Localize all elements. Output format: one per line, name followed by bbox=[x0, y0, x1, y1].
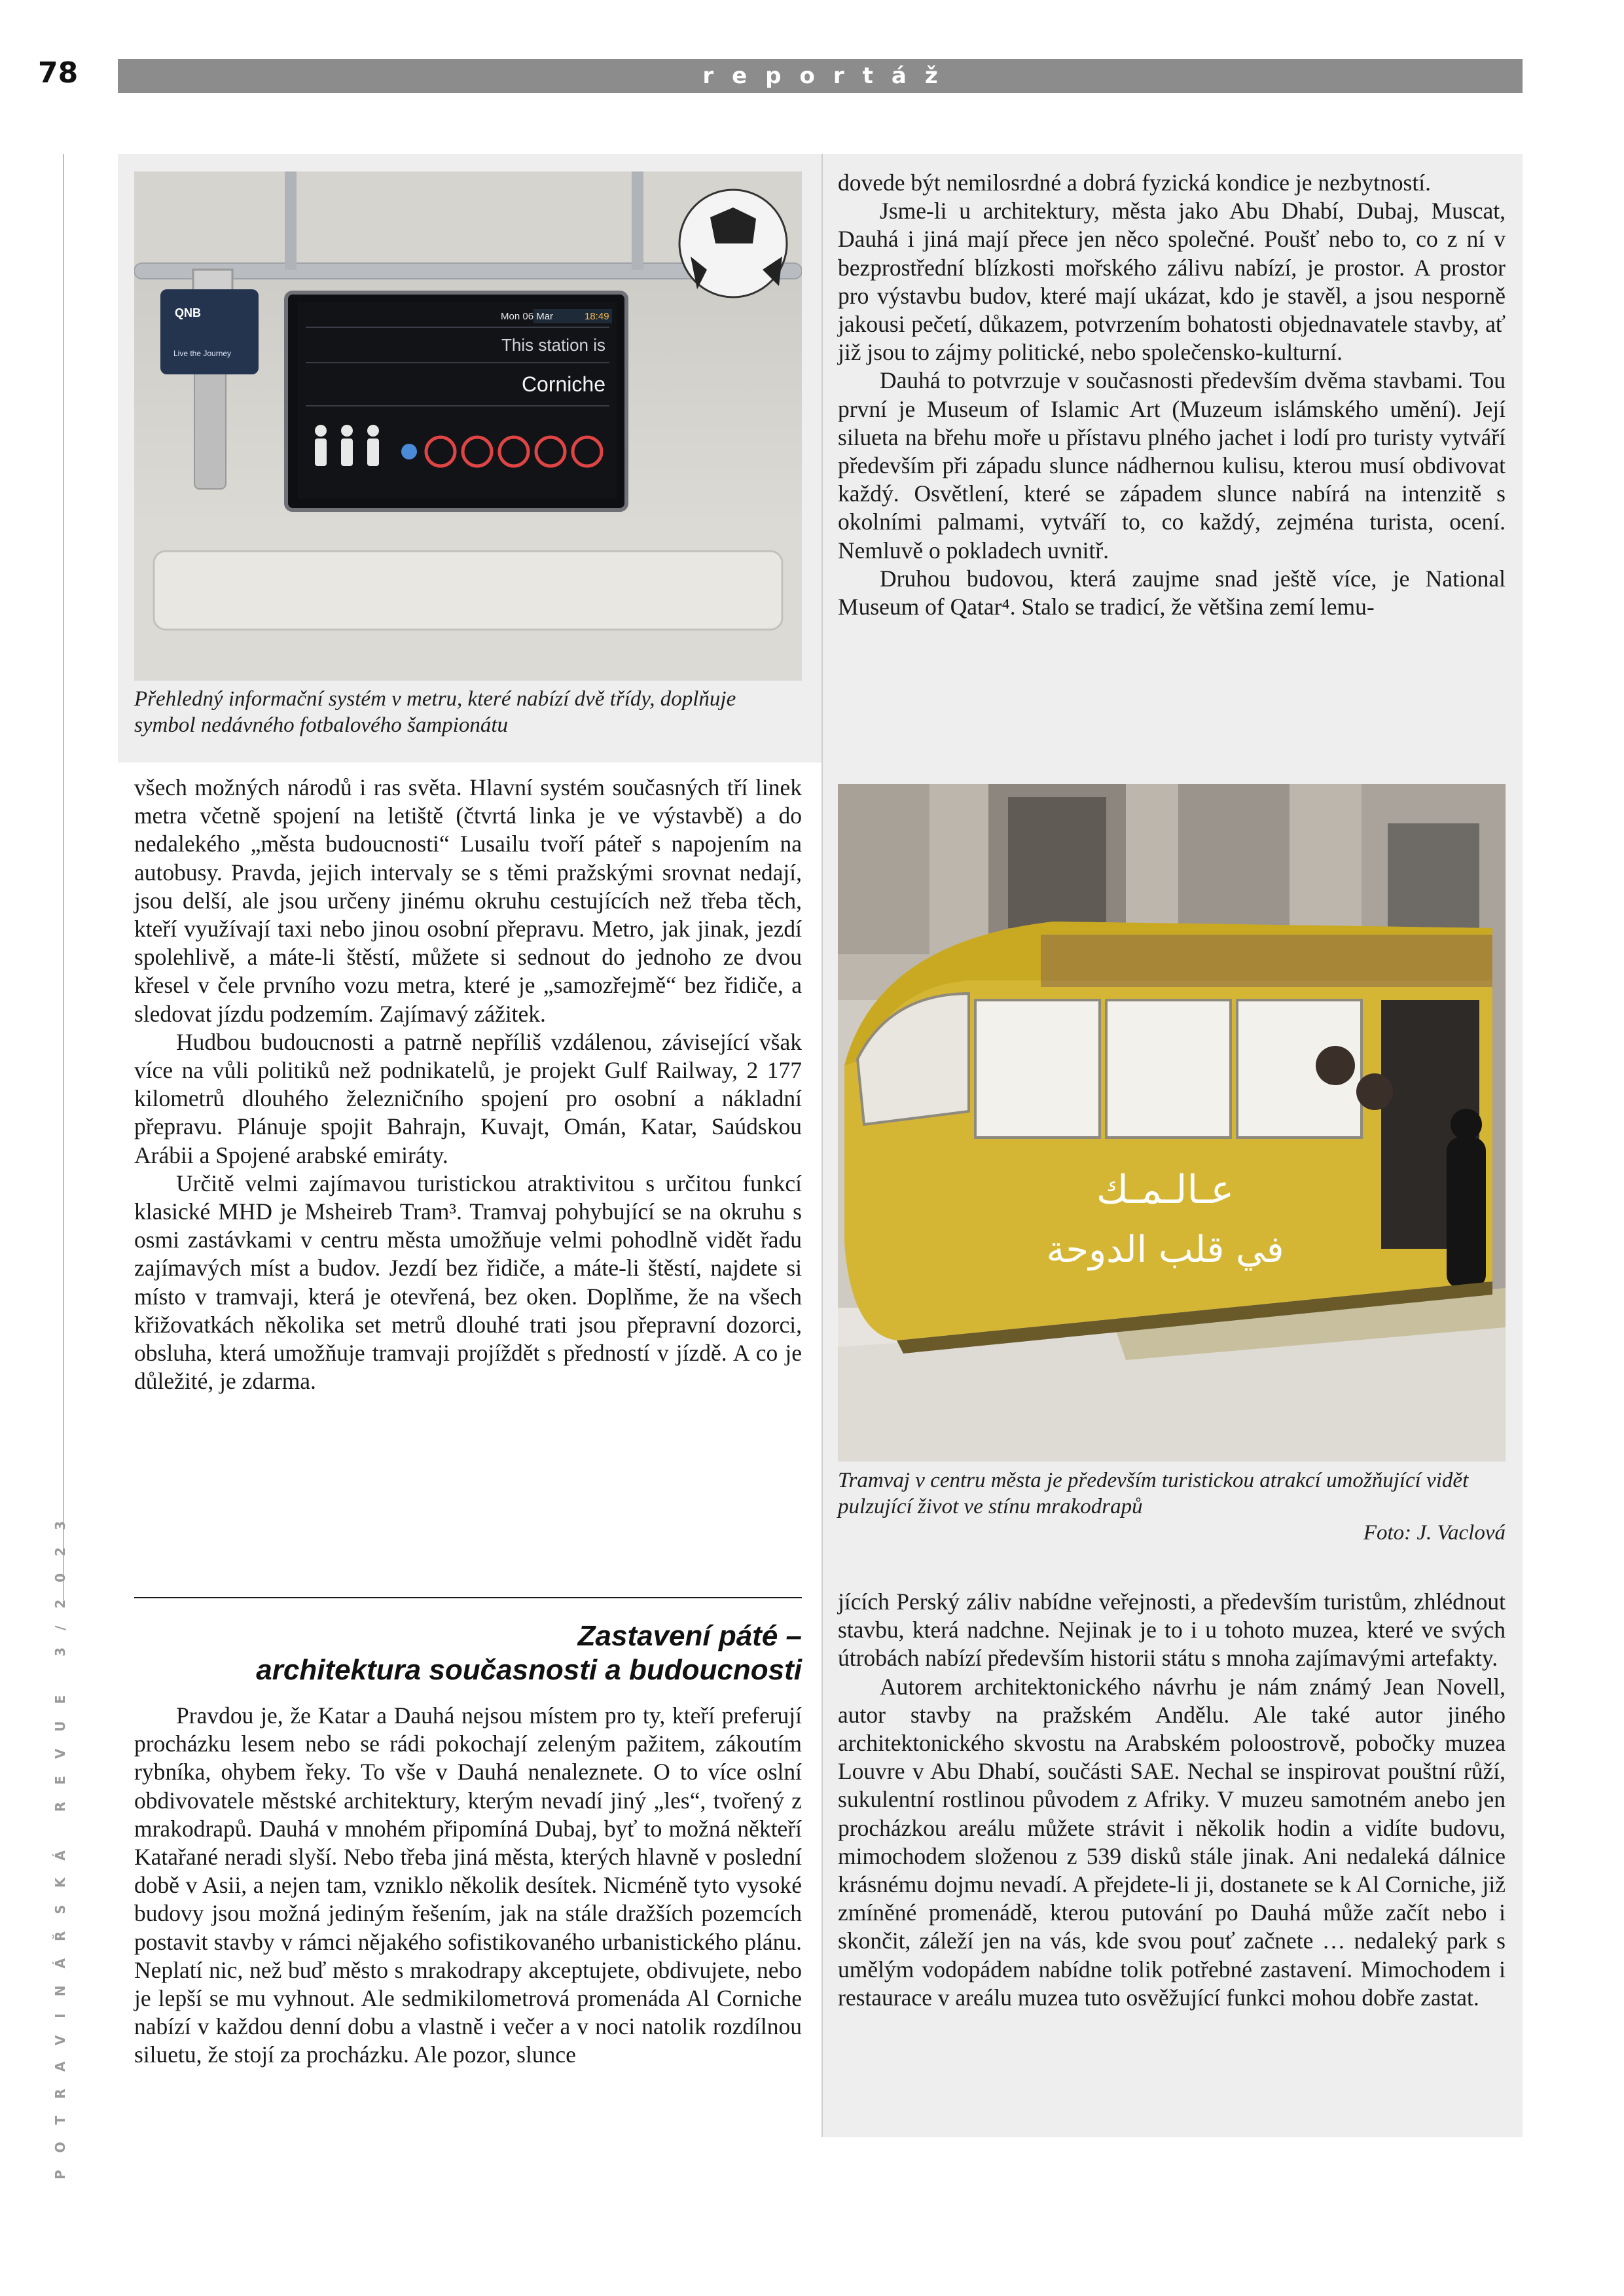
article-column-1-bottom bbox=[134, 1702, 802, 2070]
photo-credit: Foto: J. Vaclová bbox=[1363, 1521, 1506, 1545]
article-column-2-top bbox=[838, 169, 1506, 621]
section-label: reportáž bbox=[702, 63, 956, 89]
paragraph: Jsme-li u architektury, města jako Abu Dhabí, Dubaj, Muscat, Dauhá i jiná mají přece jen něco společné. Poušť nebo to, co z ní v bezprostřední blízkosti mořského zálivu nabízí, je prostor. A prostor pro výstavbu budov, které mají ukázat, kdo je stavěl, a jsou nesporně jakousi pečetí, důkazem, potvrzením bohatosti objednavatele stavby, ať již jsou to zájmy politické, nebo společensko-kulturní. bbox=[838, 198, 1506, 366]
section-heading bbox=[134, 1619, 802, 1687]
article-column-1-top bbox=[134, 774, 802, 1395]
paragraph: Pravdou je, že Katar a Dauhá nejsou místem pro ty, kteří preferují procházku lesem nebo se rádi pokochají zeleným pažitem, zákoutím rybníka, ohybem řeky. To vše v Dauhá nenaleznete. O to více oslní obdivovatele městské architektury, kterým nevadí jiný „les“, tvořený z mrakodrapů. Dauhá v mnohém připomíná Dubaj, byť to možná někteří Katařané neradi slyší. Nebo třeba jiná města, kterých hlavně v poslední době v Asii, a nejen tam, vzniklo několik desítek. Nicméně tyto vysoké budovy jsou možná jediným řešením, jak na stále dražších pozemcích postavit stavby v rámci nějakého sofistikovaného urbanistického plánu. Neplatí nic, než buď město s mrakodrapy akceptujete, obdivujete, nebo je lepší se mu vyhnout. Ale sedmikilometrová promenáda Al Corniche nabízí v každou denní dobu a vlastně i večer a v noci natolik rozdílnou siluetu, že stojí za procházku. Ale pozor, slunce bbox=[134, 1702, 802, 2068]
lanyard-slogan: Live the Journey bbox=[173, 349, 232, 358]
screen-date: Mon 06 Mar bbox=[501, 311, 554, 322]
qnb-logo: QNB bbox=[175, 306, 201, 319]
journal-name-vertical: POTRAVINÁŘSKÁ REVUE 3/2023 bbox=[52, 1504, 68, 2179]
paragraph: Druhou budovou, která zaujme snad ještě více, je National Museum of Qatar⁴. Stalo se tradicí, že většina zemí lemu- bbox=[838, 565, 1506, 620]
section-heading-line-2: architektura současnosti a budoucnosti bbox=[256, 1654, 802, 1686]
column-divider bbox=[821, 154, 823, 2137]
section-header-bar bbox=[118, 59, 1523, 93]
paragraph: dovede být nemilosrdné a dobrá fyzická kondice je nezbytností. bbox=[838, 170, 1431, 196]
tram-photo-caption: Tramvaj v centru města je především turistickou atrakcí umožňující vidět pulzující život ve stínu mrakodrapů bbox=[838, 1469, 1469, 1518]
paragraph: Hudbou budoucnosti a patrně nepříliš vzdálenou, závisející však více na vůli politiků než podnikatelů, je projekt Gulf Railway, 2 177 kilometrů dlouhého železničního spojení pro osobní a nákladní přepravu. Plánuje spojit Bahrajn, Kuvajt, Omán, Katar, Saúdskou Arábii a Spojené arabské emiráty. bbox=[134, 1028, 802, 1168]
paragraph: jících Perský záliv nabídne veřejnosti, a především turistům, zhlédnout stavbu, která nadchne. Nejinak je to i u tohoto muzea, které ve svých útrobách nabízí především historii státu s mnoha zajímavými artefakty. bbox=[838, 1588, 1506, 1672]
article-column-2-bottom bbox=[838, 1588, 1506, 2012]
paragraph: Určitě velmi zajímavou turistickou atraktivitou s určitou funkcí klasické MHD je Msheireb Tram³. Tramvaj pohybující se na okruhu s osmi zastávkami v centru města umožňuje velmi pohodlně vidět řadu zajímavých míst a budov. Jezdí bez řidiče, a máte-li štěstí, najdete si místo v tramvaji, která je otevřená, bez oken. Doplňme, že na všech křižovatkách několika set metrů dlouhé trati jsou přepravní dozorci, obsluha, která umožňuje tramvaji projíždět s předností v jízdě. A co je důležité, je zdarma. bbox=[134, 1170, 802, 1395]
paragraph: Dauhá to potvrzuje v současnosti především dvěma stavbami. Tou první je Museum of Islamic Art (Muzeum islámského umění). Její silueta na břehu moře u přístavu plného jachet i lodí pro turisty vytváří především při západu slunce nádhernou kulisu, kterou musí obdivovat každý. Osvětlení, které se západem slunce nabírá na intenzitě s okolními palmami, vytváří to, co každý, zejména turista, ocení. Nemluvě o pokladech uvnitř. bbox=[838, 367, 1506, 564]
screen-line-1: This station is bbox=[501, 335, 605, 355]
screen-line-2: Corniche bbox=[521, 372, 605, 396]
heading-rule bbox=[134, 1597, 802, 1598]
paragraph: všech možných národů i ras světa. Hlavní systém současných tří linek metra včetně spojení na letiště (čtvrtá linka je ve výstavbě) a do nedalekého „města budoucnosti“ Lusailu tvoří páteř s napojením na autobusy. Pravda, jejich intervaly se s těmi pražskými srovnat nedají, jsou delší, ale jsou určeny jinému okruhu cestujících než třeba těch, kteří využívají taxi nebo jinou osobní přepravu. Metro, jak jinak, jezdí spolehlivě, a máte-li štěstí, můžete si sednout do jednoho ze dvou křesel v čele prvního vozu metra, které je „samozřejmě“ bez řidiče, a sledovat jízdu podzemím. Zajímavý zážitek. bbox=[134, 774, 802, 1027]
metro-photo bbox=[134, 171, 802, 681]
section-heading-line-1: Zastavení páté – bbox=[577, 1620, 802, 1652]
tram-photo bbox=[838, 784, 1506, 1462]
metro-photo-caption: Přehledný informační systém v metru, které nabízí dvě třídy, doplňuje symbol nedávného fotbalového šampionátu bbox=[134, 687, 736, 737]
screen-time: 18:49 bbox=[585, 311, 609, 322]
page-number: 78 bbox=[38, 56, 79, 90]
margin-rule bbox=[63, 154, 64, 1600]
tram-arabic-line-2: في قلب الدوحة bbox=[1046, 1229, 1284, 1271]
tram-arabic-line-1: عـالـمـك bbox=[1096, 1167, 1235, 1213]
paragraph: Autorem architektonického návrhu je nám známý Jean Novell, autor stavby na pražském Andělu. Ale také autor jiného architektonického skvostu na Arabském poloostrově, pobočky muzea Louvre v Abu Dhabí, součásti SAE. Nechal se inspirovat pouštní růží, sukulentní rostlinou původem z Afriky. V muzeu samotném anebo jen procházkou areálu můžete strávit i několik hodin a vidíte budovu, mimochodem složenou z 539 disků stále jinak. Ani nedaleká dálnice krásnému dojmu nevadí. A přejdete-li ji, dostanete se k Al Corniche, již zmíněné promenádě, kterou putování po Dauhá může začít nebo i skončit, záleží jen na vás, kde svou pouť začnete … nedaleký park s umělým vodopádem nabídne tolik potřebné zastavení. Mimochodem i restaurace v areálu muzea tuto osvěžující funkci mohou dobře zastat. bbox=[838, 1673, 1506, 2011]
